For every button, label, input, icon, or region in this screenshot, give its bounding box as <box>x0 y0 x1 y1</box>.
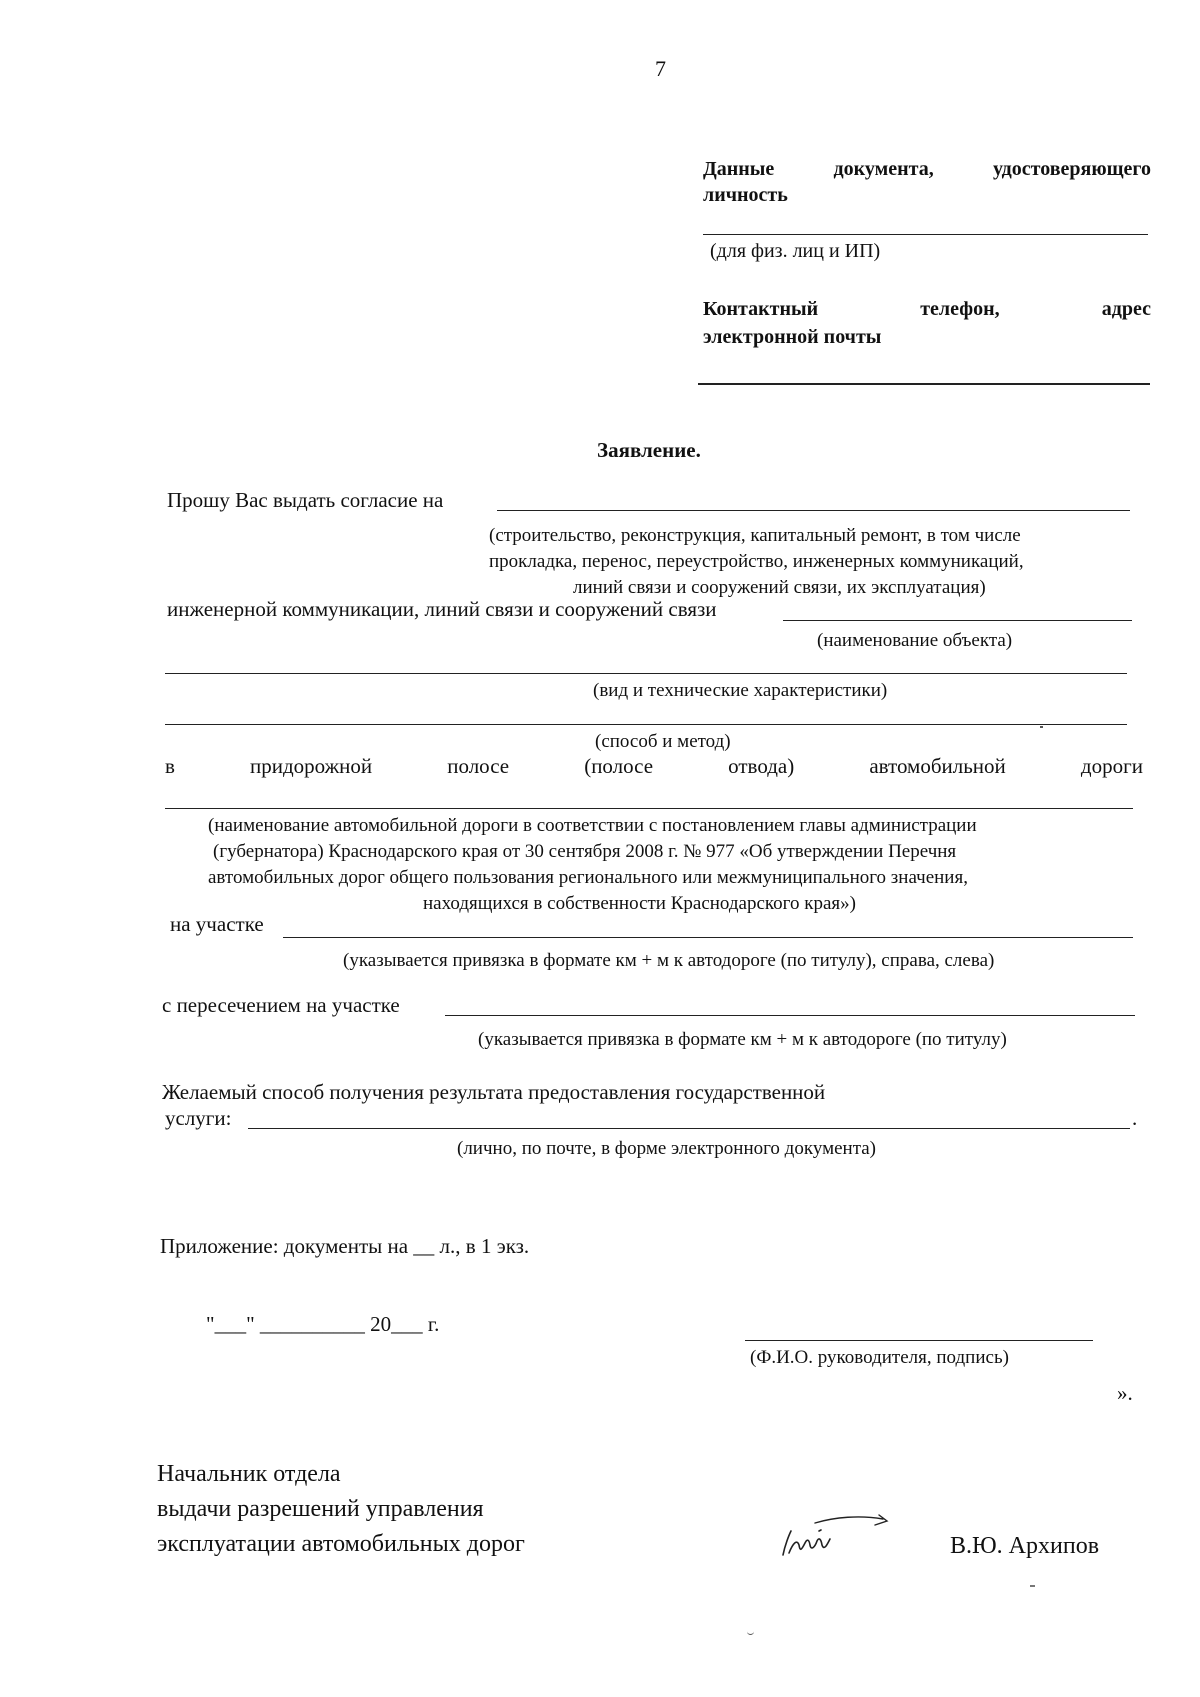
crossing-input-line[interactable] <box>445 1015 1135 1016</box>
section-input-line[interactable] <box>283 937 1133 938</box>
contact-title-line1 <box>703 298 1151 321</box>
object-input-line[interactable] <box>783 620 1132 621</box>
zone-word: отвода) <box>728 754 795 778</box>
contact-word-2: телефон, <box>920 298 1000 320</box>
road-hint-line2: (губернатора) Краснодарского края от 30 сентября 2008 г. № 977 «Об утверждении Перечня <box>213 841 957 862</box>
contact-input-line[interactable] <box>698 383 1150 385</box>
request-hint-line1: (строительство, реконструкция, капитальный ремонт, в том числе <box>489 525 1021 546</box>
zone-word: в <box>165 754 175 778</box>
footer-position-line3: эксплуатации автомобильных дорог <box>157 1531 525 1557</box>
receive-method-label: услуги: <box>165 1106 232 1130</box>
attachment-line: Приложение: документы на __ л., в 1 экз. <box>160 1234 530 1258</box>
footer-signer-name: В.Ю. Архипов <box>950 1533 1100 1559</box>
zone-word: автомобильной <box>869 754 1006 778</box>
footer-position-line1: Начальник отдела <box>157 1461 341 1487</box>
request-hint-line3: линий связи и сооружений связи, их эксплуатация) <box>573 577 986 598</box>
date-line: "___" __________ 20___ г. <box>206 1312 440 1336</box>
roadside-zone-line <box>165 754 1143 779</box>
section-hint: (указывается привязка в формате км + м к автодороге (по титулу), справа, слева) <box>343 950 995 971</box>
scan-mark <box>747 1631 754 1635</box>
type-hint: (вид и технические характеристики) <box>593 680 888 701</box>
scan-mark <box>1040 726 1043 728</box>
type-input-line[interactable] <box>165 673 1127 674</box>
id-document-title-line1 <box>703 158 1151 181</box>
method-hint: (способ и метод) <box>595 731 731 752</box>
road-name-input-line[interactable] <box>165 808 1133 809</box>
receive-method-input-line[interactable] <box>248 1128 1130 1129</box>
receive-method-dot: . <box>1132 1106 1138 1130</box>
closing-quote: ». <box>1117 1381 1133 1405</box>
receive-method-hint: (лично, по почте, в форме электронного документа) <box>457 1138 876 1159</box>
zone-word: полосе <box>447 754 510 778</box>
road-hint-line1: (наименование автомобильной дороги в соответствии с постановлением главы администрации <box>208 815 977 836</box>
id-document-title-word: документа, <box>833 158 934 180</box>
contact-word-1: Контактный <box>703 298 819 320</box>
section-label: на участке <box>170 912 264 936</box>
road-hint-line3: автомобильных дорог общего пользования регионального или межмуниципального значения, <box>208 867 968 888</box>
id-document-note: (для физ. лиц и ИП) <box>710 240 881 262</box>
object-hint: (наименование объекта) <box>817 630 1013 651</box>
id-document-title-word: Данные <box>703 158 775 180</box>
zone-word: (полосе <box>584 754 654 778</box>
scan-mark <box>1030 1585 1035 1587</box>
id-document-title-word: удостоверяющего <box>992 158 1151 180</box>
footer-position-line2: выдачи разрешений управления <box>157 1496 484 1522</box>
statement-title: Заявление. <box>597 438 701 462</box>
contact-title-line2: электронной почты <box>703 326 882 348</box>
id-document-title-line2: личность <box>703 184 788 206</box>
contact-word-3: адрес <box>1101 298 1151 320</box>
request-input-line[interactable] <box>497 510 1130 511</box>
crossing-hint: (указывается привязка в формате км + м к автодороге (по титулу) <box>478 1029 1007 1050</box>
page-number: 7 <box>655 56 666 81</box>
receive-method-line1: Желаемый способ получения результата предоставления государственной <box>162 1080 826 1104</box>
request-label: Прошу Вас выдать согласие на <box>167 488 444 512</box>
crossing-label: с пересечением на участке <box>162 993 400 1017</box>
id-document-input-line[interactable] <box>703 234 1148 235</box>
object-label: инженерной коммуникации, линий связи и сооружений связи <box>167 597 717 621</box>
zone-word: придорожной <box>250 754 373 778</box>
handwritten-signature <box>775 1505 910 1565</box>
road-hint-line4: находящихся в собственности Краснодарского края») <box>423 893 856 914</box>
method-input-line[interactable] <box>165 724 1127 725</box>
signature-hint: (Ф.И.О. руководителя, подпись) <box>750 1347 1009 1368</box>
request-hint-line2: прокладка, перенос, переустройство, инженерных коммуникаций, <box>489 551 1024 572</box>
zone-word: дороги <box>1080 754 1143 778</box>
signature-input-line[interactable] <box>745 1340 1093 1341</box>
